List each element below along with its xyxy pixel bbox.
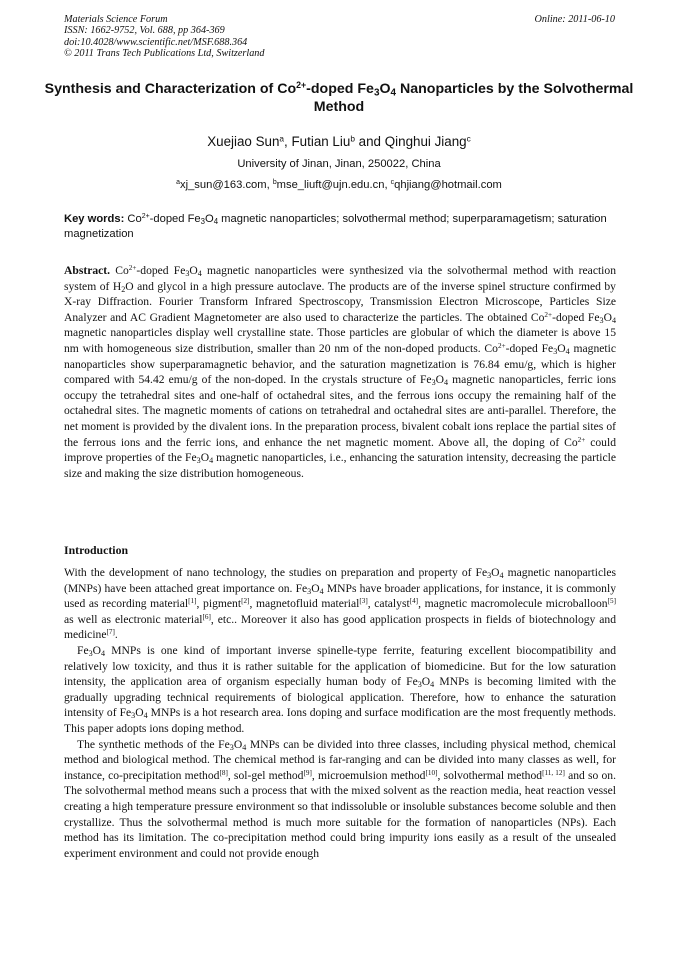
para-text: , magnetic macromolecule microballoon — [418, 597, 608, 611]
abstract-text: O — [189, 264, 198, 277]
citation-ref[interactable]: [10] — [425, 768, 438, 777]
citation-ref[interactable]: [1] — [188, 597, 197, 606]
abstract-text: O — [603, 310, 612, 324]
email-mark: c — [390, 179, 395, 187]
para-text: . — [114, 628, 118, 642]
journal-issn: ISSN: 1662-9752, Vol. 688, pp 364-369 — [64, 25, 225, 37]
para-text: , microemulsion method — [311, 768, 426, 782]
author-separator: and — [354, 134, 385, 149]
abstract-sub: 4 — [611, 315, 616, 325]
para-sub: 4 — [499, 571, 504, 581]
abstract-text: Co — [110, 264, 129, 277]
email-address[interactable]: mse_liuft@ujn.edu.cn — [276, 179, 385, 191]
email-address[interactable]: qhjiang@hotmail.com — [394, 179, 502, 191]
para-text: Fe — [77, 643, 89, 657]
para-sub: 4 — [319, 586, 324, 596]
author-mark: b — [350, 133, 355, 144]
citation-ref[interactable]: [5] — [607, 597, 616, 606]
email-list — [40, 178, 638, 192]
para-text: MNPs is one kind of important inverse spinelle-type ferrite, featuring excellent biocompatibility and relatively low toxicity, and thus it is rather suitable for the application of biomedicine. But for the low saturation intensity, the application area of organism especially human body of Fe — [64, 643, 616, 689]
para-text: O — [92, 643, 102, 657]
para-text: O — [491, 566, 500, 579]
para-text: , magnetofluid material — [249, 597, 360, 611]
intro-paragraph-1 — [64, 565, 616, 643]
email-mark: b — [272, 179, 277, 187]
abstract-sub: 4 — [444, 378, 449, 388]
keywords-text: Co — [124, 213, 142, 225]
email-separator: , — [266, 179, 273, 191]
abstract-text: magnetic nanoparticles display well crystalline state. Those particles are globular of which the diameter is above 15 nm with homogeneous size distribution, smaller than 20 nm of the non-doped products. Co — [64, 326, 616, 355]
author-name: Xuejiao Sun — [207, 134, 280, 149]
title-sup: 2+ — [296, 80, 307, 91]
title-text: O — [379, 81, 391, 97]
para-text: , etc.. Moreover it also has good application prospects in fields of biotechnology and medicine — [64, 612, 616, 642]
email-address[interactable]: xj_sun@163.com — [179, 179, 267, 191]
abstract-sub: 4 — [565, 346, 570, 356]
para-text: O — [233, 737, 243, 751]
intro-paragraph-3 — [64, 737, 616, 862]
abstract-text: -doped Fe — [552, 310, 600, 324]
email-separator: , — [384, 179, 391, 191]
abstract-text: O — [557, 341, 566, 355]
para-sub: 3 — [88, 648, 93, 658]
abstract-sup: 2+ — [497, 342, 506, 351]
para-text: O — [311, 581, 320, 595]
online-date: Online: 2011-06-10 — [534, 14, 615, 25]
abstract-sup: 2+ — [128, 264, 137, 273]
title-text: Nanoparticles by the Solvothermal Method — [313, 81, 634, 115]
para-sub: 3 — [131, 711, 136, 721]
keywords-label: Key words: — [64, 213, 125, 225]
para-text: MNPs can be divided into three classes, including physical method, chemical method and biological method. The chemical method is far-ranging and can be divided into many classes as well, for instance, co-precipitation method — [64, 737, 616, 782]
para-text: , catalyst — [367, 597, 410, 611]
para-sub: 4 — [143, 711, 148, 721]
abstract-sup: 2+ — [544, 310, 553, 319]
para-text: MNPs have broader applications, for instance, it is commonly used as recording material — [64, 581, 616, 611]
para-text: O — [135, 706, 144, 720]
title-text: Synthesis and Characterization of Co — [44, 81, 297, 97]
para-sub: 3 — [229, 742, 234, 752]
author-separator: , — [284, 134, 292, 149]
abstract-text: O and glycol in a high pressure autoclave. The products are of the inverse spinel structure confirmed by X-ray Diffraction. Fourier Transform Infrared Spectroscopy, Transmission Electron Microscope, Particles Size Analyzer and AC Gradient Magnetometer are also used to characterize the particles. The obtained Co — [64, 279, 616, 324]
citation-ref[interactable]: [8] — [219, 768, 228, 777]
abstract-text: magnetic nanoparticles were synthesized via the solvothermal method with reaction system of H — [64, 264, 616, 293]
email-mark: a — [176, 179, 180, 187]
journal-copyright: © 2011 Trans Tech Publications Ltd, Switzerland — [64, 48, 265, 60]
abstract-text: magnetic nanoparticles, ferric ions occupy the tetrahedral sites and one-half of octahedral sites, and the ferrous ions occupy the remaining half of the octahedral sites. The magnetic moments of cations on tetrahedral and octahedral sites are anti-parallel. Therefore, the net moment is provided by the divalent ions. In the preparation process, bivalent cobalt ions replace the partial sites of the ferrous ions and the ferric ions, and enhance the net magnetic moment. Above all, the doping of Co — [64, 373, 616, 449]
abstract-text: -doped Fe — [505, 341, 554, 355]
keywords-text: O — [205, 213, 214, 225]
introduction-body — [64, 565, 616, 861]
para-sub: 4 — [430, 680, 435, 690]
journal-doi[interactable]: doi:10.4028/www.scientific.net/MSF.688.364 — [64, 36, 248, 48]
abstract-sup: 2+ — [577, 435, 586, 444]
abstract-text: magnetic nanoparticles, i.e., enhancing the saturation intensity, decreasing the particle size and making the size distribution homogeneous. — [64, 451, 616, 480]
para-text: magnetic nanoparticles (MNPs) have been attached great importance on. Fe — [64, 566, 616, 595]
abstract-sub: 2 — [121, 284, 126, 294]
citation-ref[interactable]: [6] — [202, 612, 211, 621]
keywords-text: magnetic nanoparticles; solvothermal method; superparamagetism; saturation magnetization — [64, 213, 607, 240]
author-name: Qinghui Jiang — [384, 134, 467, 149]
journal-header — [64, 14, 264, 60]
keywords-sub: 3 — [200, 216, 206, 226]
keywords-sub: 4 — [213, 216, 219, 226]
para-text: as well as electronic material — [64, 612, 203, 626]
para-text: , pigment — [196, 597, 242, 611]
paper-title — [40, 80, 638, 116]
title-sub: 4 — [390, 87, 397, 99]
abstract-sub: 3 — [185, 269, 190, 279]
para-sub: 4 — [242, 742, 247, 752]
para-sub: 4 — [101, 648, 106, 658]
affiliation: University of Jinan, Jinan, 250022, China — [237, 158, 441, 170]
abstract-text: magnetic nanoparticles show superparamagnetic behavior, and the saturation magnetization is 76.84 emu/g, which is higher compared with 54.42 emu/g of the non-doped. In the crystals structure of Fe — [64, 341, 617, 387]
section-heading: Introduction — [64, 543, 129, 557]
abstract-sub: 3 — [431, 378, 436, 388]
author-name: Futian Liu — [291, 134, 351, 149]
title-text: -doped Fe — [306, 81, 374, 97]
author-list — [40, 133, 638, 151]
keywords-sup: 2+ — [141, 213, 150, 221]
author-mark: a — [279, 133, 285, 144]
abstract-label: Abstract. — [64, 264, 111, 277]
citation-ref[interactable]: [9] — [303, 768, 312, 777]
citation-ref[interactable]: [4] — [409, 597, 419, 606]
abstract-sub: 4 — [197, 269, 202, 279]
abstract-text: O — [435, 373, 445, 387]
keywords-text: -doped Fe — [149, 213, 201, 225]
citation-ref[interactable]: [11, 12] — [542, 768, 565, 777]
abstract-sub: 3 — [599, 315, 604, 325]
journal-name: Materials Science Forum — [64, 14, 168, 25]
abstract-text: -doped Fe — [136, 264, 186, 277]
citation-ref[interactable]: [7] — [106, 628, 115, 637]
abstract-text: O — [200, 451, 210, 465]
para-sub: 3 — [417, 680, 422, 690]
keywords — [64, 212, 616, 241]
title-sub: 3 — [373, 87, 380, 99]
para-sub: 3 — [487, 571, 492, 581]
para-text: , solvothermal method — [437, 768, 543, 782]
citation-ref[interactable]: [2] — [241, 597, 250, 606]
para-text: , sol-gel method — [227, 768, 304, 782]
para-text: and so on. The solvothermal method means such a process that with the mixed solvent as the reaction media, heat reaction vessel creating a high temperature pressure environment so that indissoluble or insoluble substances become soluble and then crystallize. Thus the solvothermal method is much more suitable for the formation of nanoparticles (NPs). Each method has its limitation. The co-precipitation method could bring impurity ions easily as a result of the unsealed experiment environment and could not provide enough — [64, 768, 616, 860]
citation-ref[interactable]: [3] — [359, 597, 368, 606]
author-mark: c — [466, 133, 471, 144]
abstract-sub: 3 — [196, 456, 201, 466]
abstract-text: could improve properties of the Fe — [64, 435, 616, 465]
abstract-sub: 3 — [553, 346, 558, 356]
intro-paragraph-2 — [64, 643, 616, 737]
para-text: With the development of nano technology, the studies on preparation and property of Fe — [64, 566, 488, 579]
para-text: MNPs is becoming limited with the gradually upgrading technical requirements of biological application. Therefore, how to enhance the saturation intensity of Fe — [64, 675, 616, 720]
abstract-sub: 4 — [209, 456, 214, 466]
para-text: The synthetic methods of the Fe — [77, 737, 230, 751]
para-sub: 3 — [307, 586, 312, 596]
para-text: O — [421, 675, 431, 689]
abstract — [64, 263, 616, 481]
para-text: MNPs is a hot research area. Ions doping and surface modification are the most frequently methods. This paper adopts ions doping method. — [64, 706, 616, 735]
